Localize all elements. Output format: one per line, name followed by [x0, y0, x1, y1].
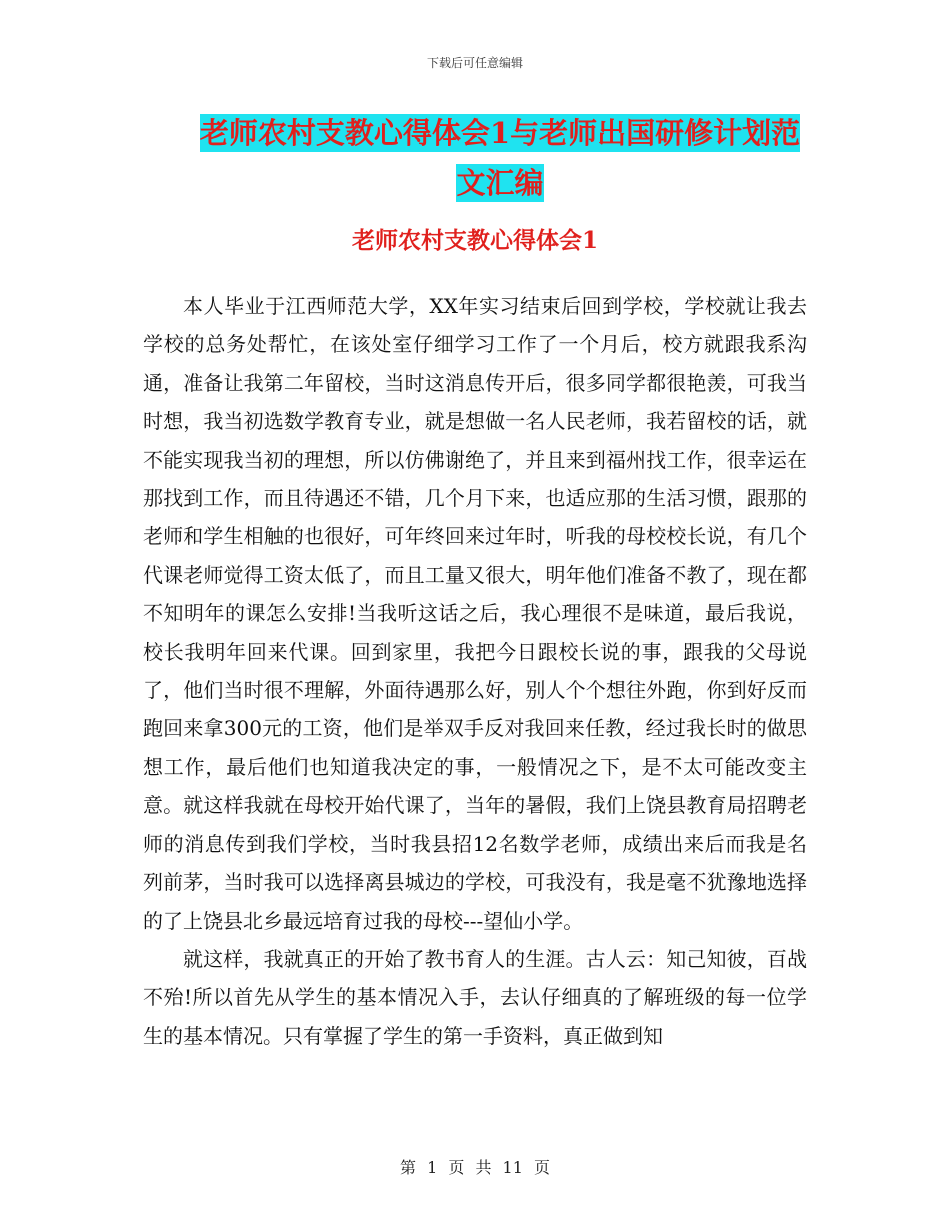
- page-header-note: 下载后可任意编辑: [426, 56, 523, 70]
- document-body: [143, 287, 807, 1055]
- body-paragraph-1: 本人毕业于江西师范大学，XX年实习结束后回到学校，学校就让我去学校的总务处帮忙，在该处室仔细学习工作了一个月后，校方就跟我系沟通，准备让我第二年留校，当时这消息传开后，很多同学都很艳羡，可我当时想，我当初选数学教育专业，就是想做一名人民老师，我若留校的话，就不能实现我当初的理想，所以仿佛谢绝了，并且来到福州找工作，很幸运在那找到工作，而且待遇还不错，几个月下来，也适应那的生活习惯，跟那的老师和学生相触的也很好，可年终回来过年时，听我的母校校长说，有几个代课老师觉得工资太低了，而且工量又很大，明年他们准备不教了，现在都不知明年的课怎么安排!当我听这话之后，我心理很不是味道，最后我说，校长我明年回来代课。回到家里，我把今日跟校长说的事，跟我的父母说了，他们当时很不理解，外面待遇那么好，别人个个想往外跑，你到好反而跑回来拿300元的工资，他们是举双手反对我回来任教，经过我长时的做思想工作，最后他们也知道我决定的事，一般情况之下，是不太可能改变主意。就这样我就在母校开始代课了，当年的暑假，我们上饶县教育局招聘老师的消息传到我们学校，当时我县招12名数学老师，成绩出来后而我是名列前茅，当时我可以选择离县城边的学校，可我没有，我是毫不犹豫地选择的了上饶县北乡最远培育过我的母校---望仙小学。: [143, 294, 807, 933]
- body-paragraph-2: 就这样，我就真正的开始了教书育人的生涯。古人云：知己知彼，百战不殆!所以首先从学生的基本情况入手，去认仔细真的了解班级的每一位学生的基本情况。只有掌握了学生的第一手资料，真正做到知: [143, 946, 807, 1048]
- document-title: [190, 108, 810, 208]
- page-footer: 第 1 页 共 11 页: [400, 1158, 550, 1177]
- section-title: 老师农村支教心得体会1: [351, 227, 598, 254]
- document-title-highlight: 老师农村支教心得体会1与老师出国研修计划范文汇编: [199, 116, 801, 200]
